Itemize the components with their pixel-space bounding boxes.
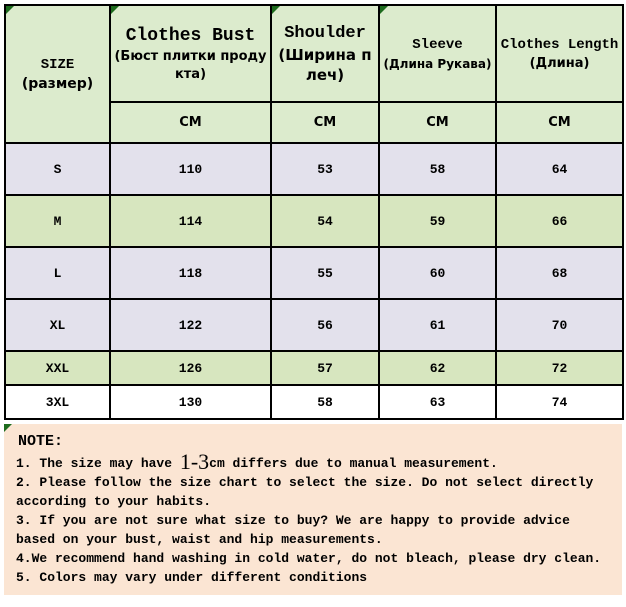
header-cell-length <box>496 5 623 102</box>
value-cell: 54 <box>271 195 379 247</box>
note-item-3: 3. If you are not sure what size to buy? We are happy to provide advice based on your bust, waist and hip measurements. <box>16 513 570 547</box>
header-cell-size <box>5 5 110 143</box>
size-cell: M <box>5 195 110 247</box>
value-cell: 130 <box>110 385 271 419</box>
value-cell: 58 <box>379 143 496 195</box>
value-cell: 126 <box>110 351 271 385</box>
note-item-5: 5. Colors may vary under different conditions <box>16 570 368 585</box>
column-subtitle: (размер) <box>21 76 94 92</box>
header-row <box>5 5 623 102</box>
column-title: SIZE <box>40 57 75 73</box>
note-item-1-suffix: cm differs due to manual measurement. <box>209 456 498 471</box>
value-cell: 63 <box>379 385 496 419</box>
table-row-l <box>5 247 623 299</box>
corner-triangle-icon <box>380 6 388 14</box>
note-item-1-highlight: 1-3 <box>179 449 210 474</box>
corner-triangle-icon <box>4 424 12 432</box>
value-cell: 66 <box>496 195 623 247</box>
column-subtitle: (Бюст плитки продукта) <box>114 48 267 82</box>
size-cell: S <box>5 143 110 195</box>
unit-cell: CM <box>379 102 496 143</box>
value-cell: 122 <box>110 299 271 351</box>
size-cell: XL <box>5 299 110 351</box>
note-item-1 <box>16 449 606 474</box>
unit-cell: CM <box>271 102 379 143</box>
unit-cell: CM <box>496 102 623 143</box>
unit-cell: CM <box>110 102 271 143</box>
column-subtitle: (Длина Рукава) <box>383 56 492 71</box>
note-item-4: 4.We recommend hand washing in cold water, do not bleach, please dry clean. <box>16 551 602 566</box>
size-cell: 3XL <box>5 385 110 419</box>
value-cell: 68 <box>496 247 623 299</box>
table-row-m <box>5 195 623 247</box>
size-chart-table <box>4 4 624 420</box>
corner-triangle-icon <box>6 6 14 14</box>
column-subtitle: (Ширина плеч) <box>278 46 372 84</box>
column-title: Clothes Length <box>500 36 619 53</box>
note-title: NOTE: <box>18 433 64 450</box>
value-cell: 59 <box>379 195 496 247</box>
corner-triangle-icon <box>111 6 119 14</box>
note-block <box>4 424 622 595</box>
table-row-3xl <box>5 385 623 419</box>
value-cell: 118 <box>110 247 271 299</box>
corner-triangle-icon <box>272 6 280 14</box>
value-cell: 114 <box>110 195 271 247</box>
column-title: Shoulder <box>284 24 366 43</box>
value-cell: 72 <box>496 351 623 385</box>
value-cell: 64 <box>496 143 623 195</box>
column-title: Clothes Bust <box>125 25 256 46</box>
value-cell: 70 <box>496 299 623 351</box>
note-item-1-prefix: 1. The size may have <box>16 456 180 471</box>
size-cell: L <box>5 247 110 299</box>
value-cell: 58 <box>271 385 379 419</box>
value-cell: 55 <box>271 247 379 299</box>
table-row-s <box>5 143 623 195</box>
value-cell: 61 <box>379 299 496 351</box>
value-cell: 62 <box>379 351 496 385</box>
header-cell-shoulder <box>271 5 379 102</box>
value-cell: 53 <box>271 143 379 195</box>
size-cell: XXL <box>5 351 110 385</box>
header-cell-sleeve <box>379 5 496 102</box>
table-row-xl <box>5 299 623 351</box>
column-subtitle: (Длина) <box>529 55 590 71</box>
value-cell: 60 <box>379 247 496 299</box>
value-cell: 74 <box>496 385 623 419</box>
note-item-2: 2. Please follow the size chart to select the size. Do not select directly according to your habits. <box>16 475 594 509</box>
column-title: Sleeve <box>412 36 463 53</box>
value-cell: 57 <box>271 351 379 385</box>
table-row-xxl <box>5 351 623 385</box>
value-cell: 56 <box>271 299 379 351</box>
value-cell: 110 <box>110 143 271 195</box>
header-cell-bust <box>110 5 271 102</box>
